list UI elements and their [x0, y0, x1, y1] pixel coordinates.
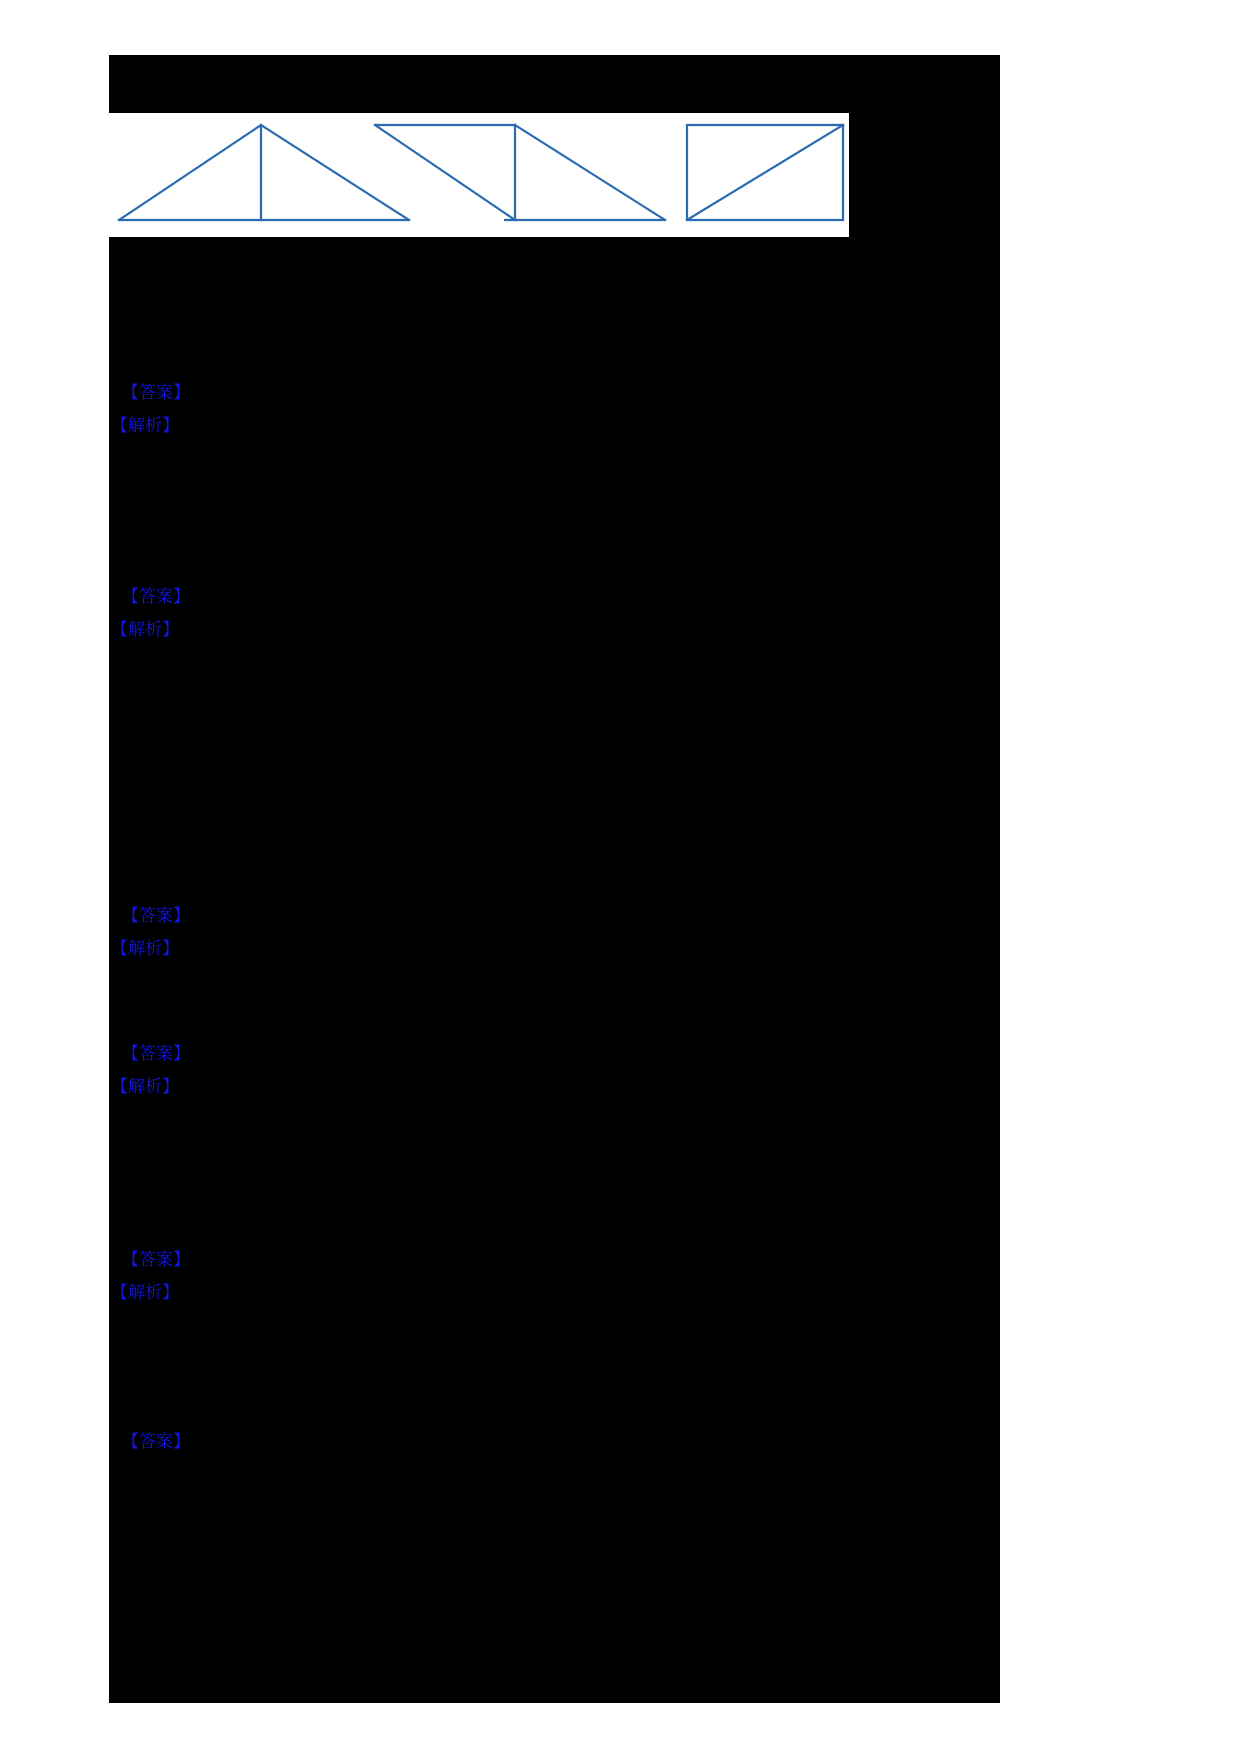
- isosceles-triangle-with-altitude: [119, 125, 409, 220]
- analysis-label: 【解析】: [111, 939, 179, 958]
- two-adjacent-right-triangles: [375, 125, 665, 220]
- answer-label: 【答案】: [122, 1432, 190, 1451]
- geometry-figures-svg: [109, 113, 849, 237]
- answer-label: 【答案】: [122, 587, 190, 606]
- analysis-label: 【解析】: [111, 1077, 179, 1096]
- figure-strip: [109, 113, 849, 237]
- rectangle-with-diagonal: [687, 125, 843, 220]
- answer-label: 【答案】: [122, 1044, 190, 1063]
- analysis-label: 【解析】: [111, 620, 179, 639]
- answer-label: 【答案】: [122, 1250, 190, 1269]
- answer-label: 【答案】: [122, 383, 190, 402]
- analysis-label: 【解析】: [111, 1283, 179, 1302]
- document-page: [109, 55, 1000, 1703]
- analysis-label: 【解析】: [111, 416, 179, 435]
- answer-label: 【答案】: [122, 906, 190, 925]
